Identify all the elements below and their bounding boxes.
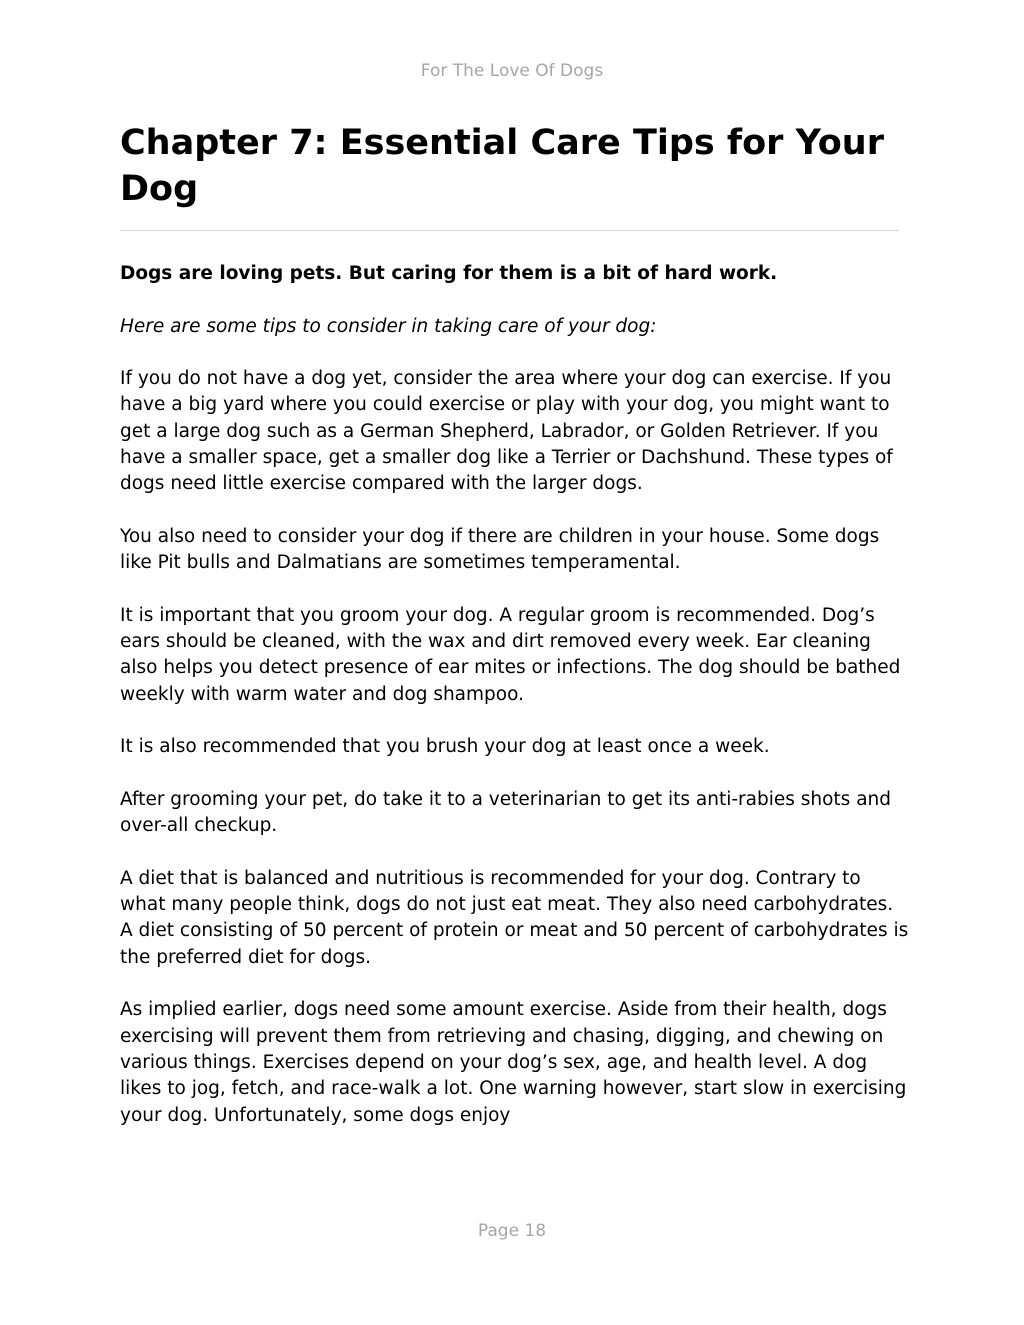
chapter-title: Chapter 7: Essential Care Tips for Your Dog — [120, 123, 884, 209]
chapter-body — [120, 261, 910, 1155]
running-header: For The Love Of Dogs — [420, 61, 604, 81]
paragraph-exercise-space: If you do not have a dog yet, consider the area where your dog can exercise. If you have a big yard where you could exercise or play with your dog, you might want to get a large dog such as a German Shepherd, Labrador, or Golden Retriever. If you have a smaller space, get a smaller dog like a Terrier or Dachshund. These types of dogs need little exercise compared with the larger dogs. — [120, 368, 893, 495]
intro-paragraph: Here are some tips to consider in taking care of your dog: — [120, 315, 657, 337]
title-divider — [120, 230, 899, 231]
lead-paragraph: Dogs are loving pets. But caring for them is a bit of hard work. — [120, 263, 778, 284]
paragraph-grooming: It is important that you groom your dog. A regular groom is recommended. Dog’s ears should be cleaned, with the wax and dirt removed every week. Ear cleaning also helps you detect presence of ear mites or infections. The dog should be bathed weekly with warm water and dog shampoo. — [120, 604, 901, 705]
paragraph-exercise: As implied earlier, dogs need some amount exercise. Aside from their health, dogs exercising will prevent them from retrieving and chasing, digging, and chewing on various things. Exercises depend on your dog’s sex, age, and health level. A dog likes to jog, fetch, and race-walk a lot. One warning however, start slow in exercising your dog. Unfortunately, some dogs enjoy — [120, 999, 907, 1126]
page-number: Page 18 — [477, 1221, 547, 1241]
paragraph-diet: A diet that is balanced and nutritious is recommended for your dog. Contrary to what many people think, dogs do not just eat meat. They also need carbohydrates. A diet consisting of 50 percent of protein or meat and 50 percent of carbohydrates is the preferred diet for dogs. — [120, 867, 909, 968]
paragraph-brushing: It is also recommended that you brush your dog at least once a week. — [120, 736, 770, 758]
paragraph-children: You also need to consider your dog if there are children in your house. Some dogs like Pit bulls and Dalmatians are sometimes temperamental. — [120, 525, 880, 574]
paragraph-veterinarian: After grooming your pet, do take it to a veterinarian to get its anti-rabies shots and over-all checkup. — [120, 788, 892, 837]
